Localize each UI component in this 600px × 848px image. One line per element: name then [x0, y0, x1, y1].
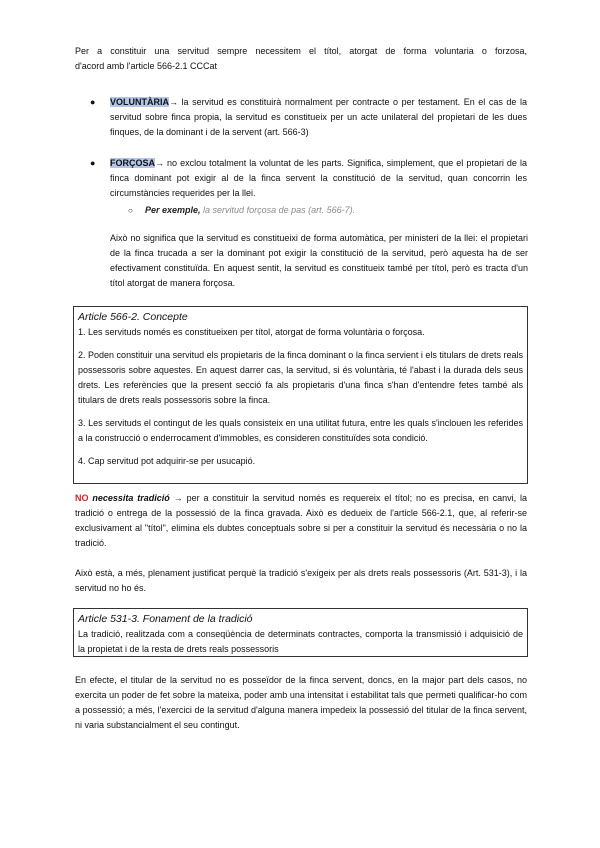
paragraph-tradicio — [75, 491, 527, 551]
bullet-forcosa-text — [110, 156, 527, 201]
intro-paragraph — [75, 44, 527, 74]
article-566-2-p3: 3. Les servituds el contingut de les quals consisteix en una utilitat futura, entre les quals s'inclouen les referides a la construcció o enderrocament d'immobles, es consideren constituïdes sota condició. — [78, 418, 523, 443]
bullet-voluntaria-body: la servitud es constituirà normalment per contracte o per testament. En el cas de la servitud sobre finca propia, la servitud es constitueix per un acte unilateral del propietari de les dues finques, de la dominant i de la servent (art. 566-3) — [110, 97, 527, 137]
intro-line-2: d'acord amb l'article 566-2.1 CCCat — [75, 61, 218, 71]
paragraph-justificat: Això està, a més, plenament justificat perquè la tradició s'exigeix per als drets reals possessoris (Art. 531-3), i la servitud no ho és. — [75, 568, 527, 593]
tradicio-body: per a constituir la servitud només es requereix el títol; no es precisa, en canvi, la tradició o entrega de la possessió de la finca gravada. Això es dedueix de l'article 566-2.1, que, al referir-se exclusivament al "títol", elimina els dubtes conceptuals sobre si per a constituir la servitud és necessària o no la tradició. — [75, 493, 527, 548]
sub-bullet-icon: ○ — [128, 206, 133, 215]
example-label: Per exemple, — [145, 205, 201, 215]
article-531-3-p1: La tradició, realitzada com a conseqüència de determinats contractes, comporta la transmissió i adquisició de la propietat i de la resta de drets reals possessoris — [78, 629, 523, 654]
arrow-right-icon: → — [169, 97, 178, 107]
article-566-2-title: Article 566-2. Concepte — [78, 311, 188, 323]
article-566-2-p1: 1. Les servituds només es constitueixen per títol, atorgat de forma voluntària o forçosa. — [78, 327, 425, 337]
sub-bullet-example — [145, 203, 525, 218]
article-566-2-box — [73, 306, 528, 484]
article-531-3-box — [73, 608, 528, 657]
paragraph-constitucio: Això no significa que la servitud es constitueixi de forma automàtica, per ministeri de la llei: el propietari de la finca trucada a ser la dominant pot exigir la constitució de la servitud, però aquesta ha de ser efectivament constituïda. En aquest sentit, la servitud es constitueix també per títol, però es tracta d'un títol atorgat de manera forçosa. — [110, 233, 528, 288]
keyword-voluntaria: VOLUNTÀRIA — [110, 97, 169, 107]
article-566-2-p4: 4. Cap servitud pot adquirir-se per usucapió. — [78, 456, 256, 466]
bullet-forcosa-body: no exclou totalment la voluntat de les parts. Significa, simplement, que el propietari de la finca dominant pot exigir al de la finca servent la constitució de la servitud, quan concorrin les circumstàncies requerides per la llei. — [110, 158, 527, 198]
bullet-icon: ● — [90, 97, 96, 107]
intro-line-1: Per a constituir una servitud sempre necessitem el títol, atorgat de forma voluntaria o forzosa, — [75, 46, 527, 56]
bullet-voluntaria-text — [110, 95, 527, 140]
example-text: la servitud forçosa de pas (art. 566-7). — [200, 205, 356, 215]
no-label: NO — [75, 493, 89, 503]
article-531-3-title: Article 531-3. Fonament de la tradició — [78, 613, 253, 625]
paragraph-final: En efecte, el titular de la servitud no es posseïdor de la finca servent, doncs, en la major part dels casos, no exercita un poder de fet sobre la mateixa, poder amb una intensitat i estabilitat tals que permeti qualificar-ho com a possessió; a més, l'exercici de la servitud d'alguna manera impedeix la possessió del titular de la finca servent, ni varia substancialment el seu contingut. — [75, 675, 527, 730]
arrow-right-icon: → — [169, 493, 187, 503]
article-566-2-p2: 2. Poden constituir una servitud els propietaris de la finca dominant o la finca servient i els titulars de drets reals possessoris sobre aquestes. En aquest darrer cas, la servitud, si és voluntària, té l'abast i la durada dels seus drets. Les referències que la present secció fa als propietaris d'una finca s'han d'entendre fetes també als titulars de drets reals possessoris sobre la finca. — [78, 350, 523, 405]
keyword-forcosa: FORÇOSA — [110, 158, 155, 168]
tradicio-phrase: necessita tradició — [88, 493, 170, 503]
arrow-right-icon: → — [155, 158, 164, 168]
bullet-icon: ● — [90, 158, 96, 168]
